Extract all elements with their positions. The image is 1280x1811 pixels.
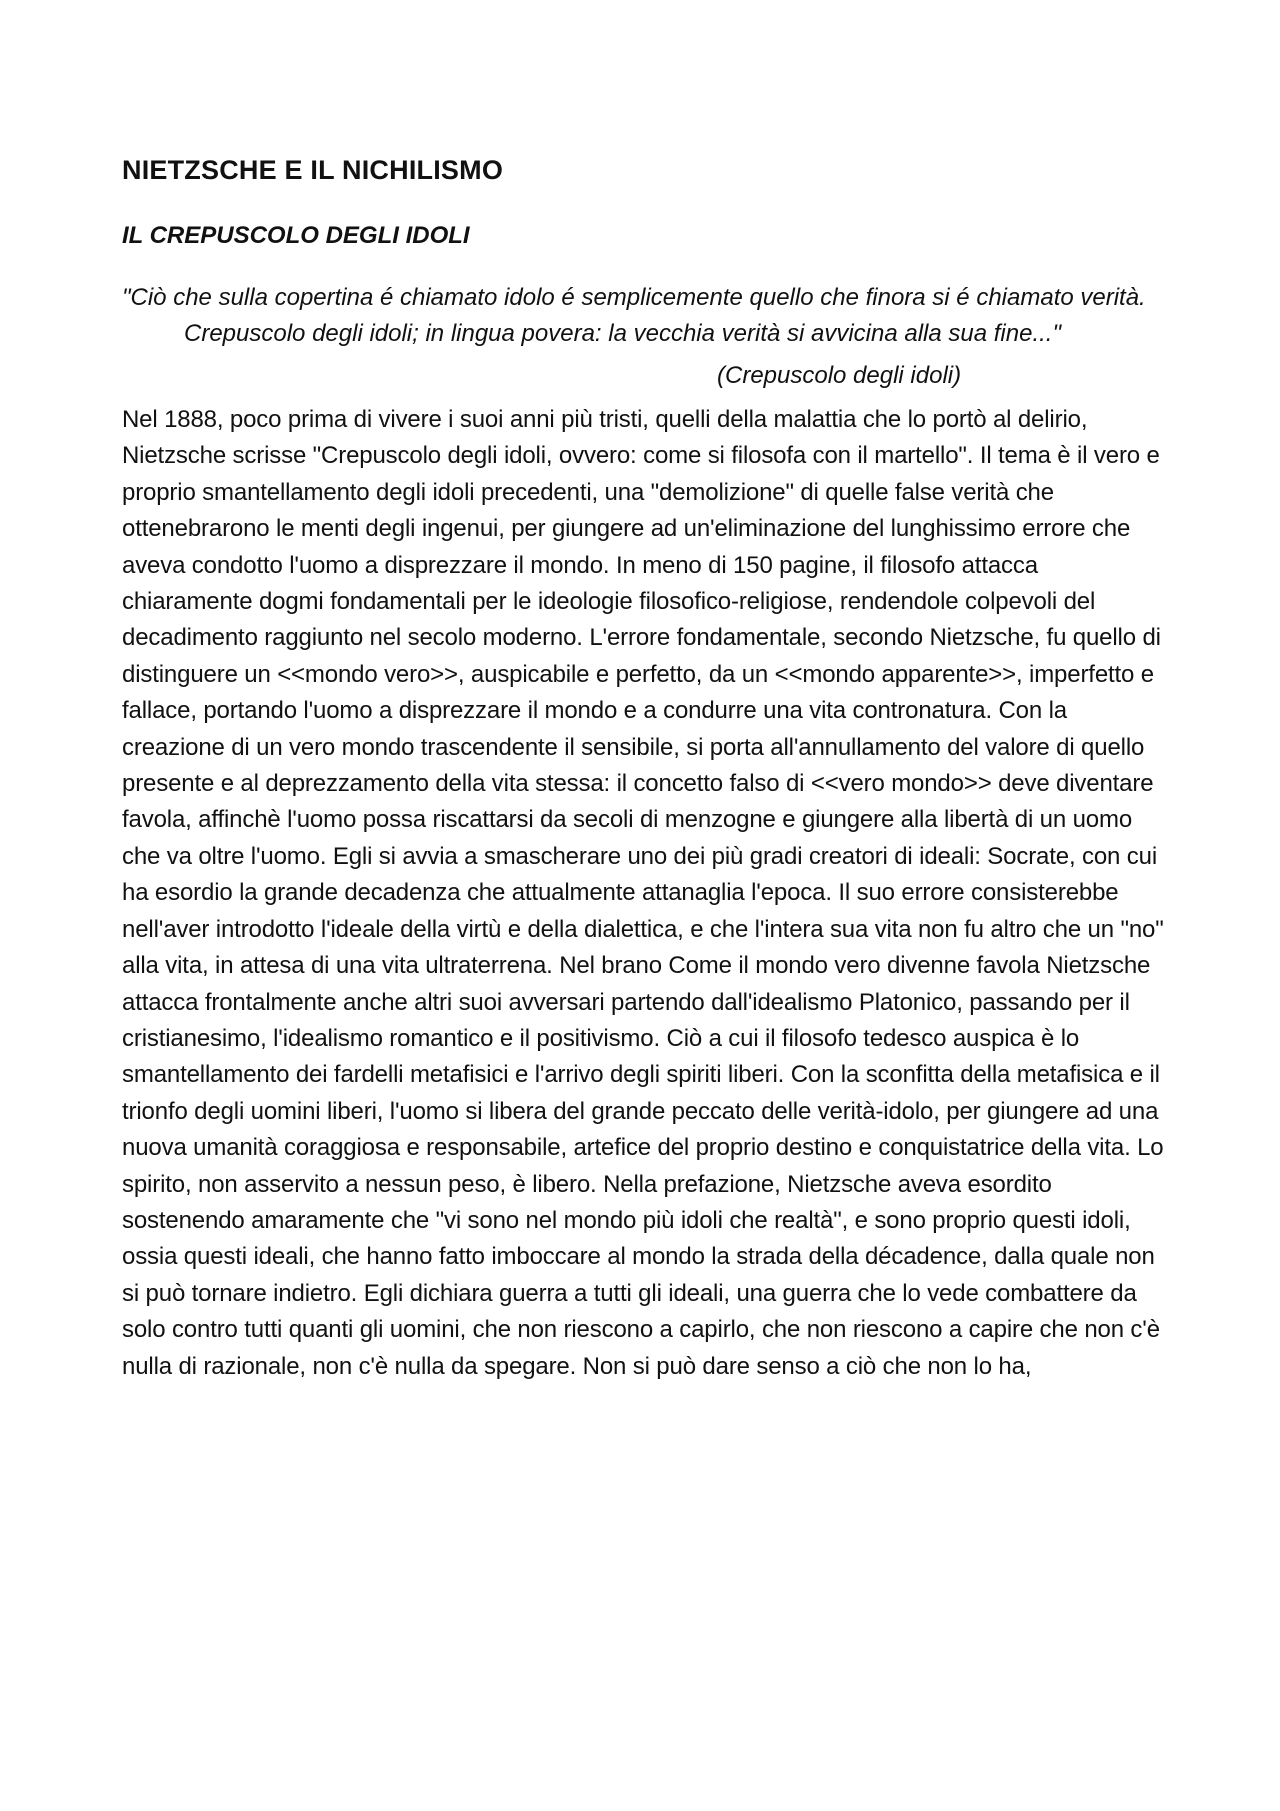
- document-page: [122, 150, 1172, 1385]
- body-paragraph: Nel 1888, poco prima di vivere i suoi anni più tristi, quelli della malattia che lo portò al delirio, Nietzsche scrisse "Crepuscolo degli idoli, ovvero: come si filosofa con il martello". Il tema è il vero e proprio smantellamento degli idoli precedenti, una "demolizione" di quelle false verità che ottenebrarono le menti degli ingenui, per giungere ad un'eliminazione del lunghissimo errore che aveva condotto l'uomo a disprezzare il mondo. In meno di 150 pagine, il filosofo attacca chiaramente dogmi fondamentali per le ideologie filosofico-religiose, rendendole colpevoli del decadimento raggiunto nel secolo moderno. L'errore fondamentale, secondo Nietzsche, fu quello di distinguere un <<mondo vero>>, auspicabile e perfetto, da un <<mondo apparente>>, imperfetto e fallace, portando l'uomo a disprezzare il mondo e a condurre una vita contronatura. Con la creazione di un vero mondo trascendente il sensibile, si porta all'annullamento del valore di quello presente e al deprezzamento della vita stessa: il concetto falso di <<vero mondo>> deve diventare favola, affinchè l'uomo possa riscattarsi da secoli di menzogne e giungere alla libertà di un uomo che va oltre l'uomo. Egli si avvia a smascherare uno dei più gradi creatori di ideali: Socrate, con cui ha esordio la grande decadenza che attualmente attanaglia l'epoca. Il suo errore consisterebbe nell'aver introdotto l'ideale della virtù e della dialettica, e che l'intera sua vita non fu altro che un "no" alla vita, in attesa di una vita ultraterrena. Nel brano Come il mondo vero divenne favola Nietzsche attacca frontalmente anche altri suoi avversari partendo dall'idealismo Platonico, passando per il cristianesimo, l'idealismo romantico e il positivismo. Ciò a cui il filosofo tedesco auspica è lo smantellamento dei fardelli metafisici e l'arrivo degli spiriti liberi. Con la sconfitta della metafisica e il trionfo degli uomini liberi, l'uomo si libera del grande peccato delle verità-idolo, per giungere ad una nuova umanità coraggiosa e responsabile, artefice del proprio destino e conquistatrice della vita. Lo spirito, non asservito a nessun peso, è libero. Nella prefazione, Nietzsche aveva esordito sostenendo amaramente che "vi sono nel mondo più idoli che realtà", e sono proprio questi idoli, ossia questi ideali, che hanno fatto imboccare al mondo la strada della décadence, dalla quale non si può tornare indietro. Egli dichiara guerra a tutti gli ideali, una guerra che lo vede combattere da solo contro tutti quanti gli uomini, che non riescono a capirlo, che non riescono a capire che non c'è nulla di razionale, non c'è nulla da spegare. Non si può dare senso a ciò che non lo ha,: [122, 406, 1164, 1380]
- epigraph-quote: "Ciò che sulla copertina é chiamato idolo é semplicemente quello che finora si é chiamato verità. Crepuscolo degli idoli; in lingua povera: la vecchia verità si avvicina alla sua fine...": [122, 284, 1146, 347]
- quote-source: (Crepuscolo degli idoli): [717, 362, 962, 389]
- document-title: NIETZSCHE E IL NICHILISMO: [122, 155, 504, 185]
- section-title: IL CREPUSCOLO DEGLI IDOLI: [122, 222, 470, 249]
